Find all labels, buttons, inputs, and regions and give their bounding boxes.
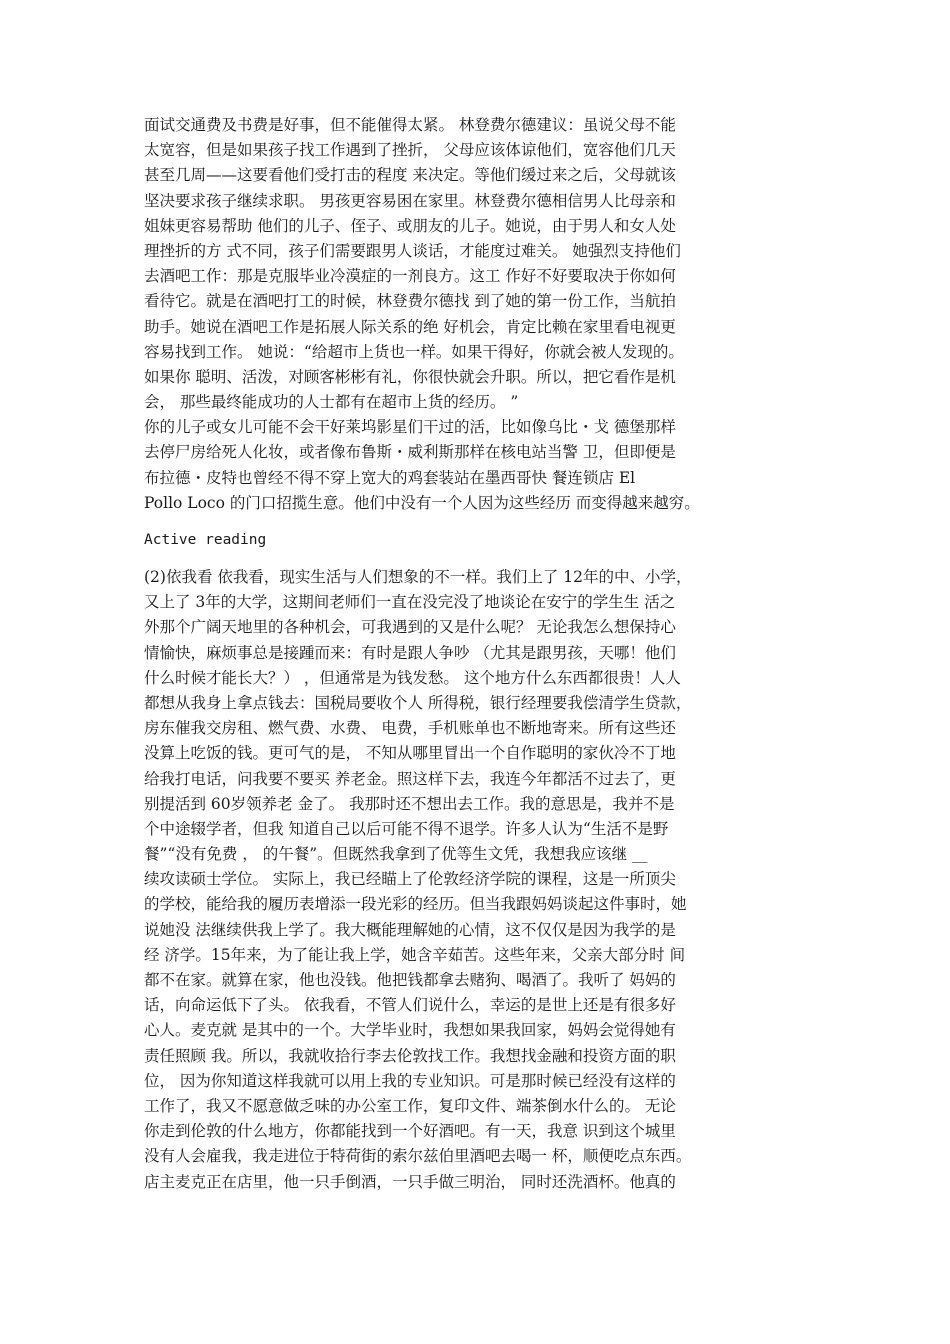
- text-line: 都不在家。就算在家，他也没钱。他把钱都拿去赌狗、喝酒了。我听了 妈妈的: [144, 971, 676, 989]
- text-line: 的学校，能给我的履历表增添一段光彩的经历。但当我跟妈妈谈起这件事时，她: [144, 895, 687, 914]
- text-line: 责任照顾 我。所以，我就收拾行李去伦敦找工作。我想找金融和投资方面的职: [144, 1046, 676, 1065]
- text-line: 房东催我交房租、燃气费、水费、 电费，手机账单也不断地寄来。所有这些还: [144, 719, 676, 738]
- text-line: 又上了 3年的大学，这期间老师们一直在没完没了地谈论在安宁的学生生 活之: [144, 593, 676, 612]
- text-line: 心人。麦克就 是其中的一个。大学毕业时，我想如果我回家，妈妈会觉得她有: [144, 1021, 676, 1040]
- text-line: 别提活到 60岁领养老 金了。 我那时还不想出去工作。我的意思是，我并不是: [144, 794, 675, 813]
- text-line: 会， 那些最终能成功的人士都有在超市上货的经历。 ”: [144, 393, 519, 412]
- text-line: 店主麦克正在店里，他一只手倒酒，一只手做三明治， 同时还洗酒杯。他真的: [144, 1172, 676, 1191]
- text-line: 布拉德・皮特也曾经不得不穿上宽大的鸡套装站在墨西哥快 餐连锁店 El: [144, 468, 636, 487]
- text-line: (2)依我看 依我看，现实生活与人们想象的不一样。我们上了 12年的中、小学，: [144, 568, 692, 586]
- text-line: 什么时候才能长大？） ，但通常是为钱发愁。 这个地方什么东西都很贵！人人: [144, 668, 681, 687]
- paragraph-2: [144, 415, 812, 516]
- text-line: 情愉快，麻烦事总是接踵而来：有时是跟人争吵 （尤其是跟男孩，天哪！他们: [144, 643, 676, 662]
- text-line: 面试交通费及书费是好事，但不能催得太紧。 林登费尔德建议：虽说父母不能: [144, 116, 676, 134]
- text-line: 工作了，我又不愿意做乏味的办公室工作，复印文件、端茶倒水什么的。 无论: [144, 1096, 676, 1115]
- text-line: 给我打电话，问我要不要买 养老金。照这样下去，我连今年都活不过去了，更: [144, 769, 676, 788]
- text-line: 个中途辍学者，但我 知道自己以后可能不得不退学。许多人认为“生活不是野: [144, 819, 669, 838]
- section-heading: Active reading: [144, 532, 267, 548]
- text-line: 如果你 聪明、活泼，对顾客彬彬有礼，你很快就会升职。所以，把它看作是机: [144, 367, 676, 386]
- text-line: 话，向命运低下了头。 依我看，不管人们说什么，幸运的是世上还是有很多好: [144, 996, 676, 1015]
- text-line: 太宽容，但是如果孩子找工作遇到了挫折， 父母应该体谅他们，宽容他们几天: [144, 141, 676, 160]
- text-line: 续攻读硕士学位。 实际上，我已经瞄上了伦敦经济学院的课程，这是一所顶尖: [144, 870, 676, 889]
- text-line: 外那个广阔天地里的各种机会，可我遇到的又是什么呢？ 无论我怎么想保持心: [144, 618, 676, 637]
- document-page: [144, 113, 812, 1195]
- section-heading-block: [144, 528, 812, 553]
- text-line: 没算上吃饭的钱。更可气的是， 不知从哪里冒出一个自作聪明的家伙冷不丁地: [144, 744, 676, 763]
- paragraph-1: [144, 113, 812, 415]
- text-line: Pollo Loco 的门口招揽生意。他们中没有一个人因为这些经历 而变得越来越穷。: [144, 493, 700, 512]
- text-line: 去停尸房给死人化妆，或者像布鲁斯・威利斯那样在核电站当警 卫，但即便是: [144, 443, 676, 462]
- text-line: 都想从我身上拿点钱去：国税局要收个人 所得税，银行经理要我偿清学生贷款，: [144, 693, 692, 712]
- text-line: 餐”“没有免费 ， 的午餐”。但既然我拿到了优等生文凭，我想我应该继 __: [144, 845, 648, 864]
- text-line: 去酒吧工作：那是克服毕业冷漠症的一剂良方。这工 作好不好要取决于你如何: [144, 267, 676, 286]
- text-line: 姐妹更容易帮助 他们的儿子、侄子、或朋友的儿子。她说，由于男人和女人处: [144, 216, 676, 235]
- text-line: 坚决要求孩子继续求职。 男孩更容易困在家里。林登费尔德相信男人比母亲和: [144, 191, 676, 210]
- text-line: 你走到伦敦的什么地方，你都能找到一个好酒吧。有一天，我意 识到这个城里: [144, 1122, 676, 1141]
- text-line: 你的儿子或女儿可能不会干好莱坞影星们干过的活，比如像乌比・戈 德堡那样: [144, 418, 676, 437]
- text-line: 位， 因为你知道这样我就可以用上我的专业知识。可是那时候已经没有这样的: [144, 1071, 676, 1090]
- text-line: 经 济学。15年来，为了能让我上学，她含辛茹苦。这些年来，父亲大部分时 间: [144, 945, 686, 964]
- text-line: 看待它。就是在酒吧打工的时候，林登费尔德找 到了她的第一份工作，当航拍: [144, 292, 676, 311]
- text-line: 甚至几周——这要看他们受打击的程度 来决定。等他们缓过来之后，父母就该: [144, 166, 676, 185]
- text-line: 说她没 法继续供我上学了。我大概能理解她的心情，这不仅仅是因为我学的是: [144, 920, 676, 939]
- text-line: 理挫折的方 式不同，孩子们需要跟男人谈话，才能度过难关。 她强烈支持他们: [144, 241, 681, 260]
- text-line: 没有人会雇我，我走进位于特荷街的索尔兹伯里酒吧去喝一 杯，顺便吃点东西。: [144, 1147, 692, 1166]
- paragraph-3: [144, 565, 812, 1195]
- text-line: 助手。她说在酒吧工作是拓展人际关系的绝 好机会，肯定比赖在家里看电视更: [144, 317, 676, 336]
- text-line: 容易找到工作。 她说：“给超市上货也一样。如果干得好，你就会被人发现的。: [144, 342, 684, 361]
